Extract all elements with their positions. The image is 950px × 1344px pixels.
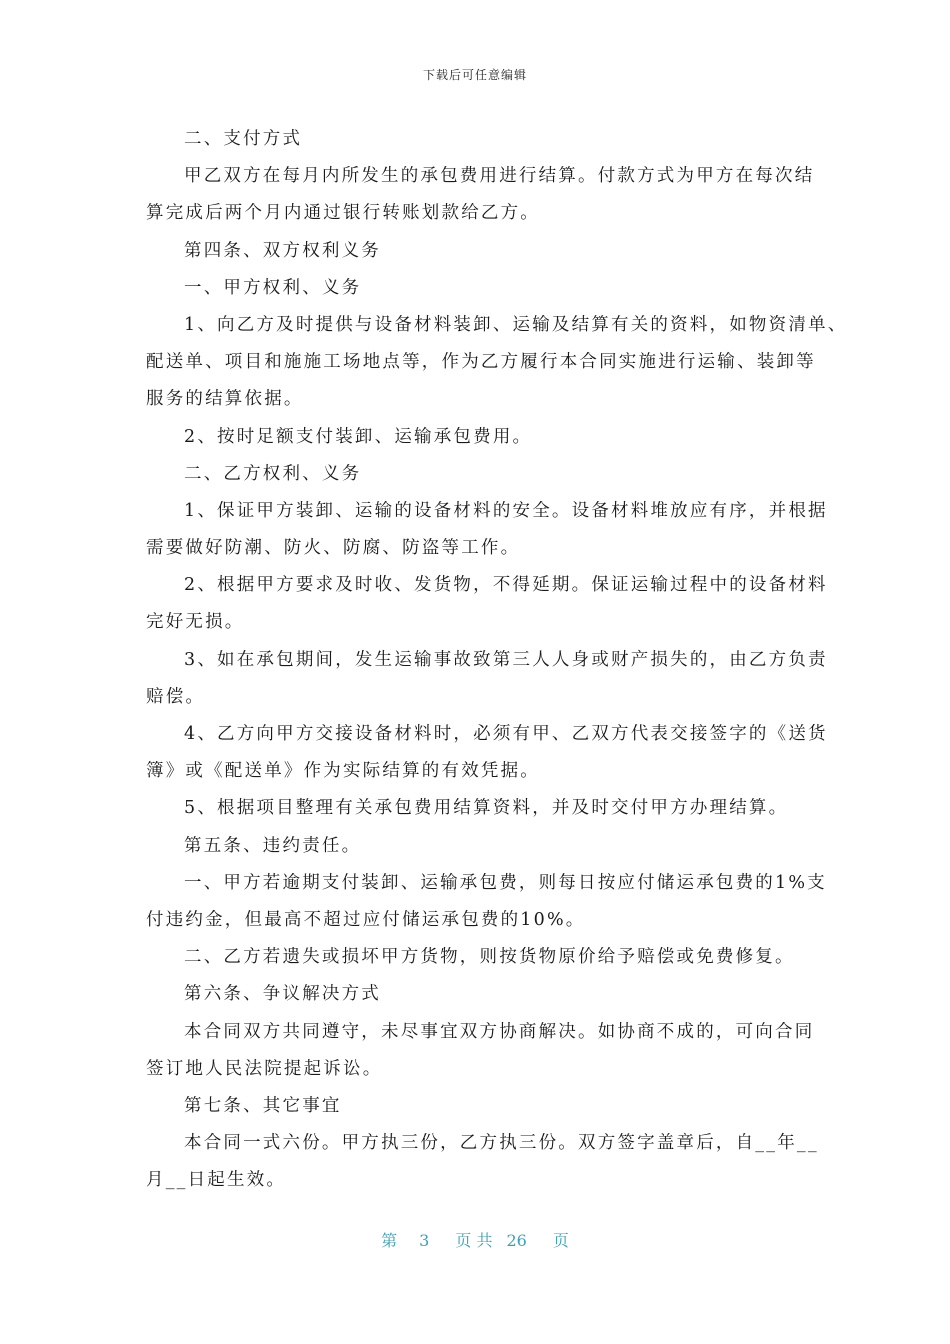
header-note: 下载后可任意编辑 — [422, 68, 527, 82]
body-line: 赔偿。 — [146, 686, 206, 707]
body-line: 月__日起生效。 — [146, 1170, 287, 1191]
body-line: 本合同双方共同遵守，未尽事宜双方协商解决。如协商不成的，可向合同 — [184, 1021, 815, 1042]
body-line: 第五条、违约责任。 — [184, 835, 362, 856]
body-line: 配送单、项目和施施工场地点等，作为乙方履行本合同实施进行运输、装卸等 — [146, 352, 816, 373]
body-line: 付违约金，但最高不超过应付储运承包费的10%。 — [146, 909, 586, 930]
footer-current-page: 3 — [419, 1231, 430, 1250]
body-line: 第七条、其它事宜 — [184, 1095, 342, 1116]
footer-total-pages: 26 — [506, 1231, 527, 1250]
body-line: 第六条、争议解决方式 — [184, 984, 381, 1005]
body-line: 需要做好防潮、防火、防腐、防盗等工作。 — [146, 538, 521, 559]
body-line: 第四条、双方权利义务 — [184, 240, 381, 261]
footer-prefix: 第 — [381, 1231, 398, 1250]
body-line: 2、按时足额支付装卸、运输承包费用。 — [184, 426, 533, 447]
body-line: 完好无损。 — [146, 612, 245, 633]
body-line: 二、支付方式 — [184, 129, 303, 149]
page-footer — [0, 1228, 950, 1251]
footer-middle: 页 共 — [455, 1231, 493, 1250]
body-line: 1、保证甲方装卸、运输的设备材料的安全。设备材料堆放应有序，并根据 — [184, 500, 828, 521]
body-line: 一、甲方权利、义务 — [184, 277, 362, 298]
body-line: 本合同一式六份。甲方执三份，乙方执三份。双方签字盖章后，自__年__ — [184, 1133, 819, 1154]
body-line: 签订地人民法院提起诉讼。 — [146, 1058, 383, 1079]
body-line: 算完成后两个月内通过银行转账划款给乙方。 — [146, 203, 540, 224]
body-line: 4、乙方向甲方交接设备材料时，必须有甲、乙双方代表交接签字的《送货 — [184, 724, 828, 744]
document-body — [146, 121, 848, 1199]
body-line: 服务的结算依据。 — [146, 389, 304, 410]
body-line: 一、甲方若逾期支付装卸、运输承包费，则每日按应付储运承包费的1%支 — [184, 872, 827, 893]
body-line: 二、乙方若遗失或损坏甲方货物，则按货物原价给予赔偿或免费修复。 — [184, 947, 795, 968]
body-line: 二、乙方权利、义务 — [184, 463, 362, 484]
body-line: 簿》或《配送单》作为实际结算的有效凭据。 — [146, 761, 540, 782]
footer-suffix: 页 — [552, 1231, 569, 1250]
body-line: 2、根据甲方要求及时收、发货物，不得延期。保证运输过程中的设备材料 — [184, 575, 828, 596]
body-line: 3、如在承包期间，发生运输事故致第三人人身或财产损失的，由乙方负责 — [184, 649, 828, 670]
body-line: 甲乙双方在每月内所发生的承包费用进行结算。付款方式为甲方在每次结 — [184, 166, 815, 187]
body-line: 5、根据项目整理有关承包费用结算资料，并及时交付甲方办理结算。 — [184, 798, 789, 819]
body-line: 1、向乙方及时提供与设备材料装卸、运输及结算有关的资料，如物资清单、 — [184, 314, 848, 335]
